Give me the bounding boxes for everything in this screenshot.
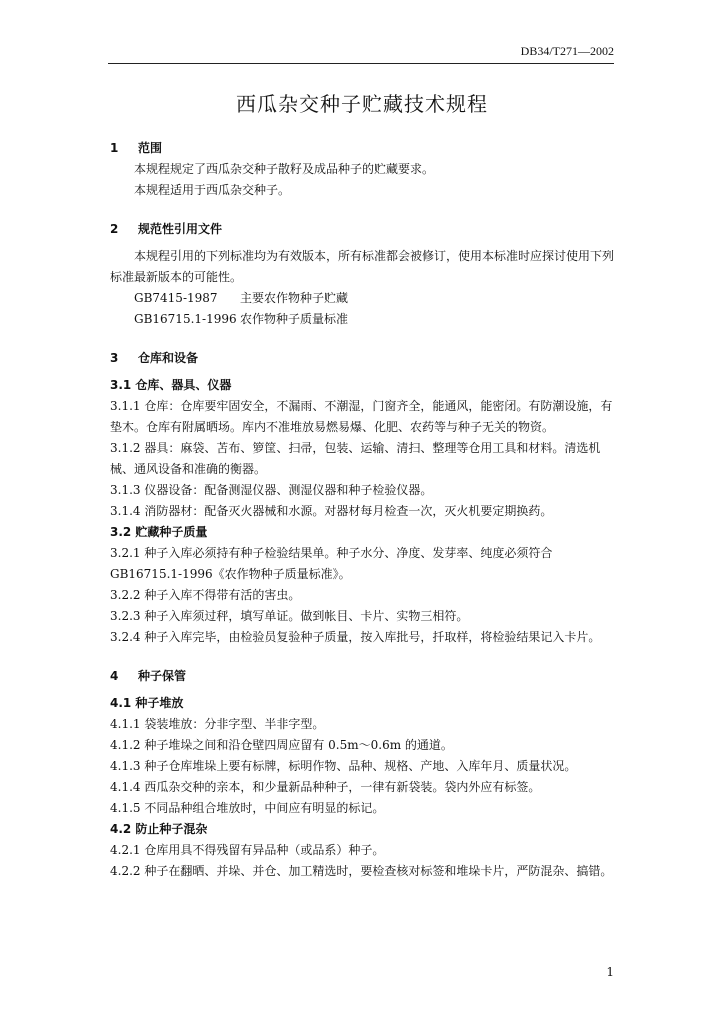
subsection-heading: 4.2 防止种子混杂 [110,822,208,836]
clause: 4.2.1 仓库用具不得残留有异品种（或品系）种子。 [110,843,385,857]
clause: 3.1.4 消防器材：配备灭火器械和水源。对器材每月检查一次，灭火机要定期换药。 [110,504,553,518]
clause: 4.1.1 袋装堆放：分非字型、半非字型。 [110,717,325,731]
section-heading: 4 种子保管 [110,669,187,683]
reference-item: GB7415-1987 主要农作物种子贮藏 [134,291,349,305]
reference-item: GB16715.1-1996 农作物种子质量标准 [134,312,349,326]
paragraph: 本规程引用的下列标准均为有效版本，所有标准都会被修订，使用本标准时应探讨使用下列标准最新版本的可能性。 [110,249,615,284]
clause: 4.1.3 种子仓库堆垛上要有标牌，标明作物、品种、规格、产地、入库年月、质量状况。 [110,759,577,773]
clause: 3.2.4 种子入库完毕，由检验员复验种子质量，按入库批号，扦取样，将检验结果记入卡片。 [110,630,601,644]
subsection-heading: 3.2 贮藏种子质量 [110,525,208,539]
section-heading: 3 仓库和设备 [110,351,199,365]
clause: 4.1.2 种子堆垛之间和沿仓壁四周应留有 0.5m～0.6m 的通道。 [110,738,453,752]
subsection-heading: 4.1 种子堆放 [110,696,184,710]
section-heading: 2 规范性引用文件 [110,222,223,236]
clause: 3.1.3 仪器设备：配备测湿仪器、测湿仪器和种子检验仪器。 [110,483,433,497]
clause: 4.2.2 种子在翻晒、并垛、并仓、加工精选时，要检查核对标签和堆垛卡片，严防混杂、搞错。 [110,864,613,878]
clause: 4.1.5 不同品种组合堆放时，中间应有明显的标记。 [110,801,385,815]
clause: 3.2.3 种子入库须过秤，填写单证。做到帐目、卡片、实物三相符。 [110,609,469,623]
clause: 3.2.1 种子入库必须持有种子检验结果单。种子水分、净度、发芽率、纯度必须符合GB16715.1-1996《农作物种子质量标准》。 [110,546,553,581]
paragraph: 本规程规定了西瓜杂交种子散籽及成品种子的贮藏要求。 [134,162,435,176]
clause: 4.1.4 西瓜杂交种的亲本，和少量新品种种子，一律有新袋装。袋内外应有标签。 [110,780,541,794]
section-heading: 1 范围 [110,141,163,155]
document-title: 西瓜杂交种子贮藏技术规程 [236,92,488,116]
clause: 3.2.2 种子入库不得带有活的害虫。 [110,588,301,602]
subsection-heading: 3.1 仓库、器具、仪器 [110,378,232,392]
page-number: 1 [606,965,614,979]
standard-code: DB34/T271—2002 [520,44,614,58]
clause: 3.1.1 仓库：仓库要牢固安全，不漏雨、不潮湿，门窗齐全，能通风，能密闭。有防潮设施，有垫木。仓库有附属晒场。库内不准堆放易燃易爆、化肥、农药等与种子无关的物资。 [110,399,613,434]
document-body [110,138,620,882]
clause: 3.1.2 器具：麻袋、苫布、箩筐、扫帚，包装、运输、清扫、整理等仓用工具和材料。清选机械、通风设备和准确的衡器。 [110,441,601,476]
paragraph: 本规程适用于西瓜杂交种子。 [134,183,291,197]
header-rule [108,63,614,64]
